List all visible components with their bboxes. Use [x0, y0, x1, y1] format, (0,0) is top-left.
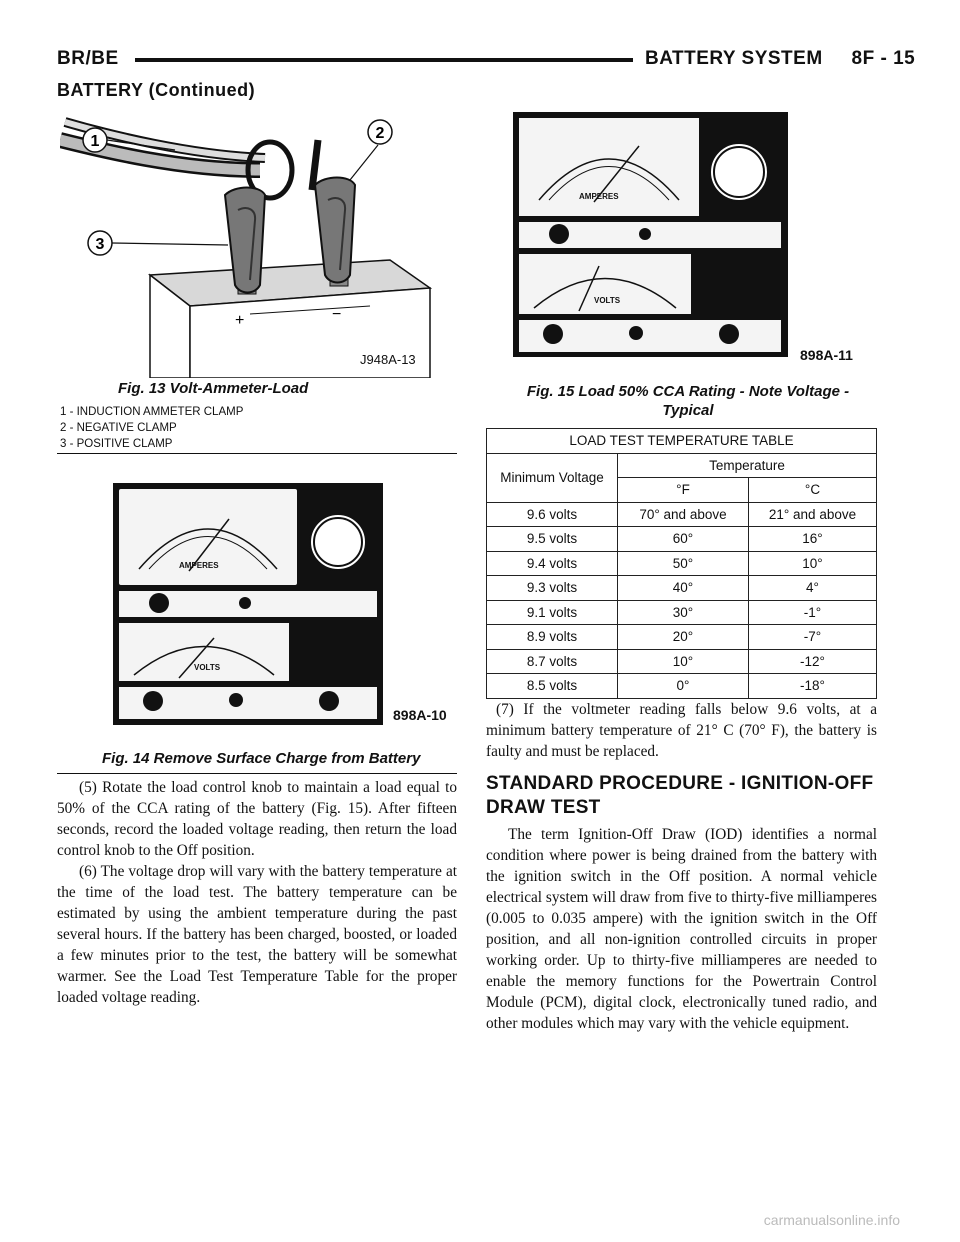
step-5-paragraph: (5) Rotate the load control knob to maintain a load equal to 50% of the CCA rating of the battery (Fig. 15). After fifteen seconds, record the loaded voltage reading, then return the load control knob to the Off position. [57, 779, 457, 859]
col-temperature: Temperature [618, 453, 877, 478]
header-rule [135, 58, 633, 62]
fig15-code: 898A-11 [800, 347, 853, 363]
callout-2: 2 [375, 125, 385, 142]
selector-strip [119, 687, 377, 719]
test-selector-knob[interactable] [319, 691, 339, 711]
fig15-tester-panel [513, 112, 788, 357]
fig15-caption [488, 382, 888, 420]
table-row: 9.3 volts 40° 4° [487, 576, 877, 601]
right-text-column [486, 699, 877, 1034]
fig15-caption-line1: Fig. 15 Load 50% CCA Rating - Note Voltage - [526, 383, 850, 400]
table-row: 9.6 volts 70° and above 21° and above [487, 502, 877, 527]
table-row: 9.1 volts 30° -1° [487, 600, 877, 625]
fig14-rule [57, 773, 457, 774]
volt-ammeter-clamps-drawing [60, 110, 455, 378]
load-light-icon [239, 597, 251, 609]
adjust-strip [119, 591, 377, 617]
step-7-paragraph: (7) If the voltmeter reading falls below 9.6 volts, at a minimum battery temperature of 21° C (70° F), the battery is faulty and must be replaced. [486, 701, 877, 760]
fig13-illustration [60, 110, 455, 378]
fig13-rule [57, 453, 457, 454]
legend-item-3: 3 - POSITIVE CLAMP [60, 438, 173, 450]
volt-selector-knob[interactable] [143, 691, 163, 711]
table-row: 9.4 volts 50° 10° [487, 551, 877, 576]
table-header-row [487, 453, 877, 478]
step-6-paragraph: (6) The voltage drop will vary with the battery temperature at the time of the load test. The battery temperature can be estimated by using the ambient temperature during the past several hours. If the battery has been charged, boosted, or loaded a few minutes prior to the test, the battery will be somewhat warmer. See the Load Test Temperature Table for the proper loaded voltage reading. [57, 863, 457, 1006]
fig14-code: 898A-10 [393, 707, 447, 723]
header-section-page: BATTERY SYSTEM 8F - 15 [645, 48, 916, 69]
load-test-temperature-table [486, 428, 877, 699]
table-row: 9.5 volts 60° 16° [487, 527, 877, 552]
zero-adjust-knob[interactable] [549, 224, 569, 244]
legend-item-1: 1 - INDUCTION AMMETER CLAMP [60, 406, 244, 418]
table-title: LOAD TEST TEMPERATURE TABLE [487, 429, 877, 454]
heading-line1: STANDARD PROCEDURE - IGNITION-OFF [486, 773, 874, 794]
fig13-legend [60, 404, 243, 452]
iod-paragraph: The term Ignition-Off Draw (IOD) identifies a normal condition where power is being drained from the battery with the ignition switch in the Off position. A normal vehicle electrical system will draw from five to thirty-five milliamperes (0.005 to 0.035 ampere) with the ignition switch in the Off position, and all non-ignition controlled circuits in proper working order. Up to thirty-five milliamperes are needed to enable the memory functions for the Powertrain Control Module (PCM), digital clock, electronically tuned radio, and other modules which may vary with the vehicle equipment. [486, 826, 877, 1032]
fig14-caption: Fig. 14 Remove Surface Charge from Battery [102, 750, 421, 767]
unit-f: °F [618, 478, 749, 503]
standard-procedure-heading [486, 772, 877, 820]
left-text-column [57, 777, 457, 1008]
load-light-icon [639, 228, 651, 240]
field-selector-knob[interactable] [229, 693, 243, 707]
volts-label: VOLTS [194, 663, 221, 672]
table-title-row [487, 429, 877, 454]
volts-label: VOLTS [594, 296, 621, 305]
col-min-voltage: Minimum Voltage [487, 453, 618, 502]
fig13-caption: Fig. 13 Volt-Ammeter-Load [118, 380, 309, 397]
section-title: BATTERY (Continued) [57, 80, 256, 100]
test-selector-knob[interactable] [719, 324, 739, 344]
table-row: 8.7 volts 10° -12° [487, 649, 877, 674]
voltmeter-dial [119, 623, 289, 681]
callout-3: 3 [95, 236, 105, 253]
ammeter-dial [119, 489, 297, 585]
heading-line2: DRAW TEST [486, 797, 601, 818]
svg-text:−: − [332, 306, 342, 323]
selector-strip [519, 320, 781, 352]
table-row: 8.5 volts 0° -18° [487, 674, 877, 699]
header-model: BR/BE [57, 48, 119, 69]
ammeter-dial [519, 118, 699, 216]
load-knob[interactable] [709, 142, 769, 202]
fig13-code: J948A-13 [360, 352, 416, 367]
load-knob[interactable] [309, 513, 367, 571]
volt-selector-knob[interactable] [543, 324, 563, 344]
svg-text:+: + [235, 312, 245, 329]
adjust-strip [519, 222, 781, 248]
unit-c: °C [749, 478, 877, 503]
amperes-label: AMPERES [179, 561, 219, 570]
fig14-tester-panel [113, 483, 383, 725]
footer-watermark: carmanualsonline.info [763, 1212, 900, 1228]
legend-item-2: 2 - NEGATIVE CLAMP [60, 422, 177, 434]
callout-1: 1 [90, 133, 100, 150]
amperes-label: AMPERES [579, 192, 619, 201]
fig15-caption-line2: Typical [662, 402, 714, 419]
voltmeter-dial [519, 254, 691, 314]
zero-adjust-knob[interactable] [149, 593, 169, 613]
table-row: 8.9 volts 20° -7° [487, 625, 877, 650]
field-selector-knob[interactable] [629, 326, 643, 340]
